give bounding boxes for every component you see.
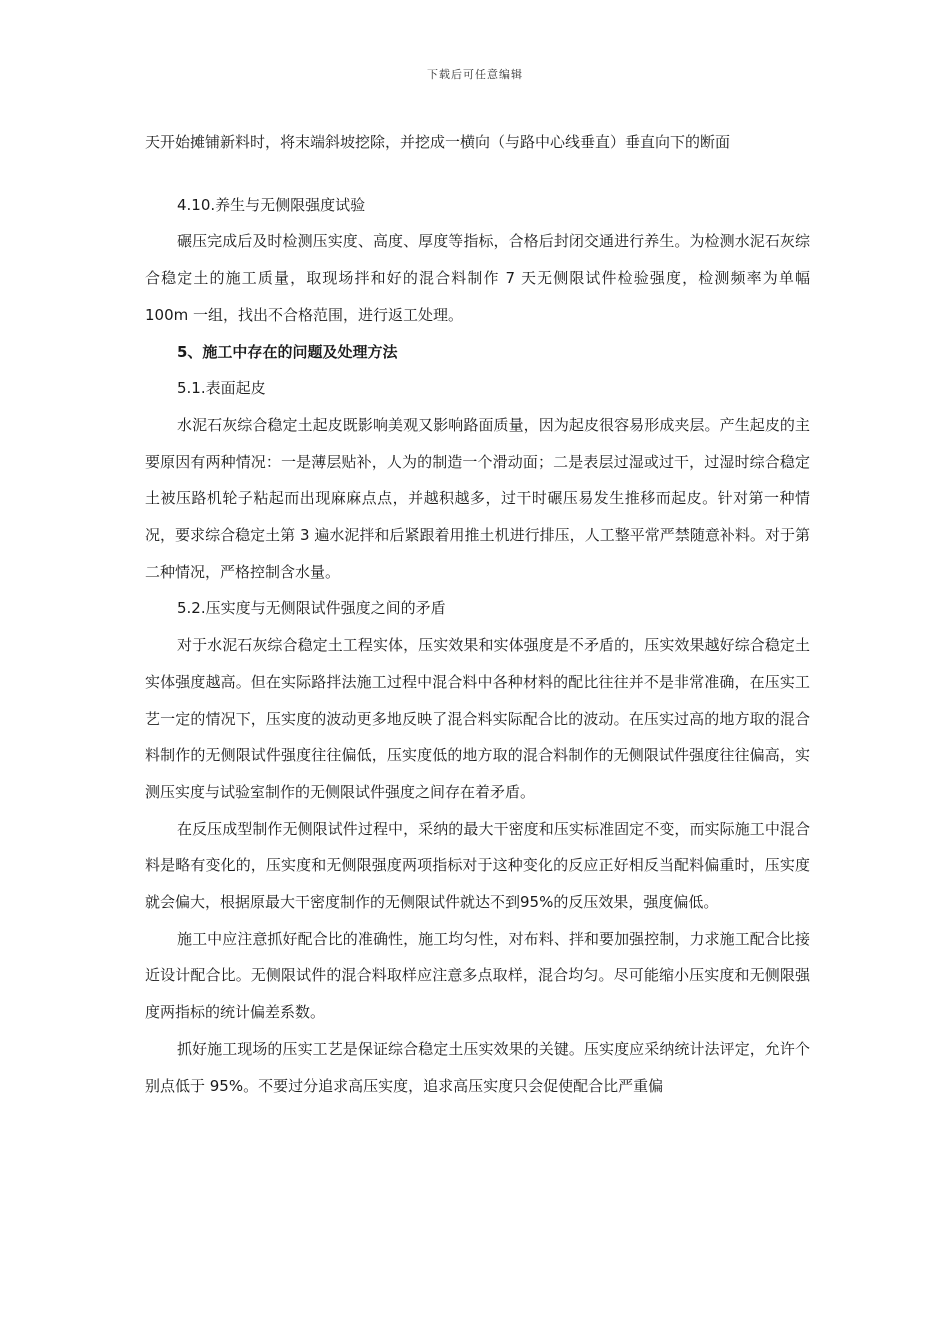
- paragraph: 抓好施工现场的压实工艺是保证综合稳定土压实效果的关键。压实度应采纳统计法评定，允许个别点低于 95%。不要过分追求高压实度，追求高压实度只会促使配合比严重偏: [145, 1039, 810, 1095]
- paragraph: 碾压完成后及时检测压实度、高度、厚度等指标，合格后封闭交通进行养生。为检测水泥石灰综合稳定土的施工质量，取现场拌和好的混合料制作 7 天无侧限试件检验强度，检测频率为单幅 100m 一组，找出不合格范围，进行返工处理。: [145, 232, 810, 324]
- section-heading-4-10: 4.10.养生与无侧限强度试验: [177, 195, 366, 214]
- paragraph: 水泥石灰综合稳定土起皮既影响美观又影响路面质量，因为起皮很容易形成夹层。产生起皮的主要原因有两种情况：一是薄层贴补，人为的制造一个滑动面；二是表层过湿或过干，过湿时综合稳定土被压路机轮子粘起而出现麻麻点点，并越积越多，过干时碾压易发生推移而起皮。针对第一种情况，要求综合稳定土第 3 遍水泥拌和后紧跟着用推土机进行排压，人工整平常严禁随意补料。对于第二种情况，严格控制含水量。: [145, 415, 810, 581]
- paragraph: 在反压成型制作无侧限试件过程中，采纳的最大干密度和压实标准固定不变，而实际施工中混合料是略有变化的，压实度和无侧限强度两项指标对于这种变化的反应正好相反当配料偏重时，压实度就会偏大，根据原最大干密度制作的无侧限试件就达不到95%的反压效果，强度偏低。: [145, 819, 810, 912]
- section-heading-5: 5、施工中存在的问题及处理方法: [177, 342, 398, 361]
- page-header: 下载后可任意编辑: [427, 68, 523, 81]
- section-heading-5-1: 5.1.表面起皮: [177, 379, 266, 398]
- paragraph: 对于水泥石灰综合稳定土工程实体，压实效果和实体强度是不矛盾的，压实效果越好综合稳定土实体强度越高。但在实际路拌法施工过程中混合料中各种材料的配比往往并不是非常准确，在压实工艺一定的情况下，压实度的波动更多地反映了混合料实际配合比的波动。在压实过高的地方取的混合料制作的无侧限试件强度往往偏低，压实度低的地方取的混合料制作的无侧限试件强度往往偏高，实测压实度与试验室制作的无侧限试件强度之间存在着矛盾。: [145, 636, 810, 801]
- paragraph: 施工中应注意抓好配合比的准确性，施工均匀性，对布料、拌和要加强控制，力求施工配合比接近设计配合比。无侧限试件的混合料取样应注意多点取样，混合均匀。尽可能缩小压实度和无侧限强度两指标的统计偏差系数。: [145, 929, 810, 1022]
- document-body: [145, 124, 810, 1104]
- section-heading-5-2: 5.2.压实度与无侧限试件强度之间的矛盾: [177, 599, 446, 618]
- paragraph-continuation: 天开始摊铺新料时，将末端斜坡挖除，并挖成一横向（与路中心线垂直）垂直向下的断面: [145, 133, 731, 151]
